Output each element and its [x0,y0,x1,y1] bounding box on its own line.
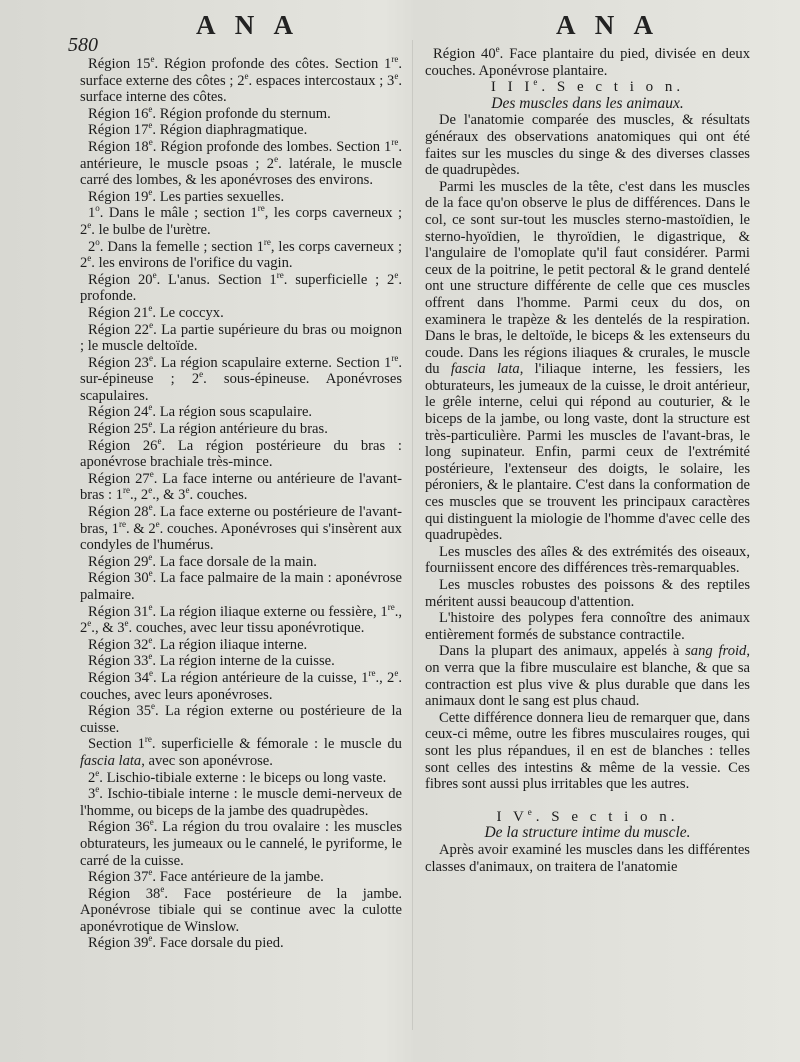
column-divider [412,40,413,1030]
region-entry: Région 16e. Région profonde du sternum. [88,103,331,122]
page-number: 580 [68,34,98,56]
paragraph: Les muscles robustes des poissons & des reptiles méritent aussi beaucoup d'attention. [425,577,750,610]
region-entry: Région 31e. La région iliaque externe ou fessière, 1re., 2e., & 3e. couches, avec leur tissu aponévrotique. [80,601,402,637]
section-4-subtitle: De la structure intime du muscle. [484,824,691,842]
region-entry: Région 18e. Région profonde des lombes. Section 1re. antérieure, le muscle psoas ; 2e. latérale, le muscle carré des lombes, & les aponévroses des environs. [80,137,403,189]
paragraph: Parmi les muscles de la tête, c'est dans les muscles de la face qu'on observe le plus de différences. Dans le col, ce sont sur-tout les muscles sterno-mastoïdien, le sterno-hyoïdien, le thyroïdien, le digastrique, & l'angulaire de l'omoplate qu'il faut considérer. Parmi ceux de la poitrine, le petit pectoral & le grand dentelé ont une structure différente de celle que ces muscles offrent dans l'homme. Parmi ceux du dos, on examinera le trapèze & les dentelés de la respiration. Dans le bras, le deltoïde, le biceps & les extenseurs du coude. Dans les régions iliaques & crurales, le muscle du fascia lata, l'iliaque interne, les fessiers, les obturateurs, les jumeaux de la cuisse, le droit antérieur, le grêle interne, celui qui répond au couturier, & le biceps de la jambe, ou long vaste, dont la structure est très-particulière. Parmi les muscles de l'avant-bras, le long supinateur. Enfin, parmi ceux de l'extrémité postérieure, l'extenseur des doigts, le solaire, les péroniers, & le plantaire. C'est dans la conformation de ces muscles que se trouvent les principaux caractères qui distinguent la miologie de l'homme d'avec celle des quadrupèdes. [425,178,751,544]
region-entry: 1$^o$. Dans le mâle ; section 1re, les corps caverneux ; 2e. le bulbe de l'urètre. [80,203,402,238]
region-entry: Région 17e. Région diaphragmatique. [88,120,308,139]
right-running-head: A N A [556,10,661,40]
region-entry: Région 28e. La face externe ou postérieure de l'avant-bras, 1re. & 2e. couches. Aponévroses qui s'insèrent aux condyles de l'humérus. [80,502,402,554]
region-entry: Région 39e. Face dorsale du pied. [88,933,284,952]
region-entry: Région 29e. La face dorsale de la main. [88,551,317,570]
region-entry: Région 23e. La région scapulaire externe. Section 1re. sur-épineuse ; 2e. sous-épineuse. Aponévroses scapulaires. [80,352,402,404]
region-entry: Région 27e. La face interne ou antérieure de l'avant-bras : 1re., 2e., & 3e. couches. [80,468,402,504]
region-entry: Région 25e. La région antérieure du bras. [88,419,328,438]
region-entry: Région 35e. La région externe ou postérieure de la cuisse. [80,701,402,736]
region-entry: Région 33e. La région interne de la cuisse. [88,651,335,670]
section-3-subtitle: Des muscles dans les animaux. [491,94,684,112]
right-column [425,46,750,875]
section-4-body [425,842,750,875]
left-running-head: A N A [196,10,301,40]
region-entry: Région 19e. Les parties sexuelles. [88,186,285,205]
section-3-heading: I I Ie. S e c t i o n. [490,77,685,96]
left-column [80,56,402,952]
paragraph: Dans la plupart des animaux, appelés à sang froid, on verra que la fibre musculaire est blanche, & que sa contraction est plus vive & plus durable que dans les animaux dont le sang est plus chaud. [425,643,751,710]
region-entry: Région 21e. Le coccyx. [88,303,224,321]
paragraph: De l'anatomie comparée des muscles, & résultats généraux des observations anatomiques qui ont été faites sur les muscles du singe & des diverses classes de quadrupèdes. [425,112,750,179]
region-entry: Région 26e. La région postérieure du bras : aponévrose brachiale très-mince. [80,435,402,471]
section-3-body [425,112,750,792]
region-entry: Région 32e. La région iliaque interne. [88,634,308,653]
region-entry: Région 37e. Face antérieure de la jambe. [88,867,324,886]
region-entry: Région 15e. Région profonde des côtes. Section 1re. surface externe des côtes ; 2e. espaces intercostaux ; 3e. surface interne des côtes. [80,54,403,106]
region-40-text: Région 40e. Face plantaire du pied, divisée en deux couches. Aponévrose plantaire. [425,44,750,79]
region-entry: Section 1re. superficielle & fémorale : le muscle du fascia lata, avec son aponévrose. [80,734,402,769]
region-entry: Région 30e. La face palmaire de la main : aponévrose palmaire. [80,568,402,603]
region-entry: Région 36e. La région du trou ovalaire : les muscles obturateurs, les jumeaux ou le cannelé, le pyriforme, le carré de la cuisse. [80,817,402,869]
paragraph: Cette différence donnera lieu de remarquer que, dans ceux-ci même, outre les fibres musculaires rouges, qui sont les plus répandues, il en est de blanches : telles sont celles des intestins & même de la vessie. Ces fibres sont aussi plus irritables que les autres. [425,709,750,793]
paragraph: Les muscles des aîles & des extrémités des oiseaux, fourniissent encore des différences très-remarquables. [425,543,750,577]
region-entry: Région 34e. La région antérieure de la cuisse, 1re., 2e. couches, avec leurs aponévroses. [80,668,402,703]
paragraph: Après avoir examiné les muscles dans les différentes classes d'animaux, on traitera de l'anatomie [425,841,750,875]
region-entry: Région 22e. La partie supérieure du bras ou moignon ; le muscle deltoïde. [80,319,402,355]
region-entry: Région 20e. L'anus. Section 1re. superficielle ; 2e. profonde. [80,269,402,305]
region-entry: Région 38e. Face postérieure de la jambe. Aponévrose tibiale qui se continue avec la culotte aponévrotique de Winslow. [80,883,402,935]
paragraph: L'histoire des polypes fera connoître des animaux entièrement formés de substance contractile. [425,610,750,643]
region-entry: 2$^o$. Dans la femelle ; section 1re, les corps caverneux ; 2e. les environs de l'orifice du vagin. [80,236,402,272]
region-entry: Région 24e. La région sous scapulaire. [88,402,313,421]
section-4-heading: I Ve. S e c t i o n. [496,806,679,825]
region-entry: 3e. Ischio-tibiale interne : le muscle demi-nerveux de l'homme, ou biceps de la jambe des quadrupèdes. [80,784,402,819]
region-entry: 2e. Lischio-tibiale externe : le biceps ou long vaste. [88,767,387,786]
